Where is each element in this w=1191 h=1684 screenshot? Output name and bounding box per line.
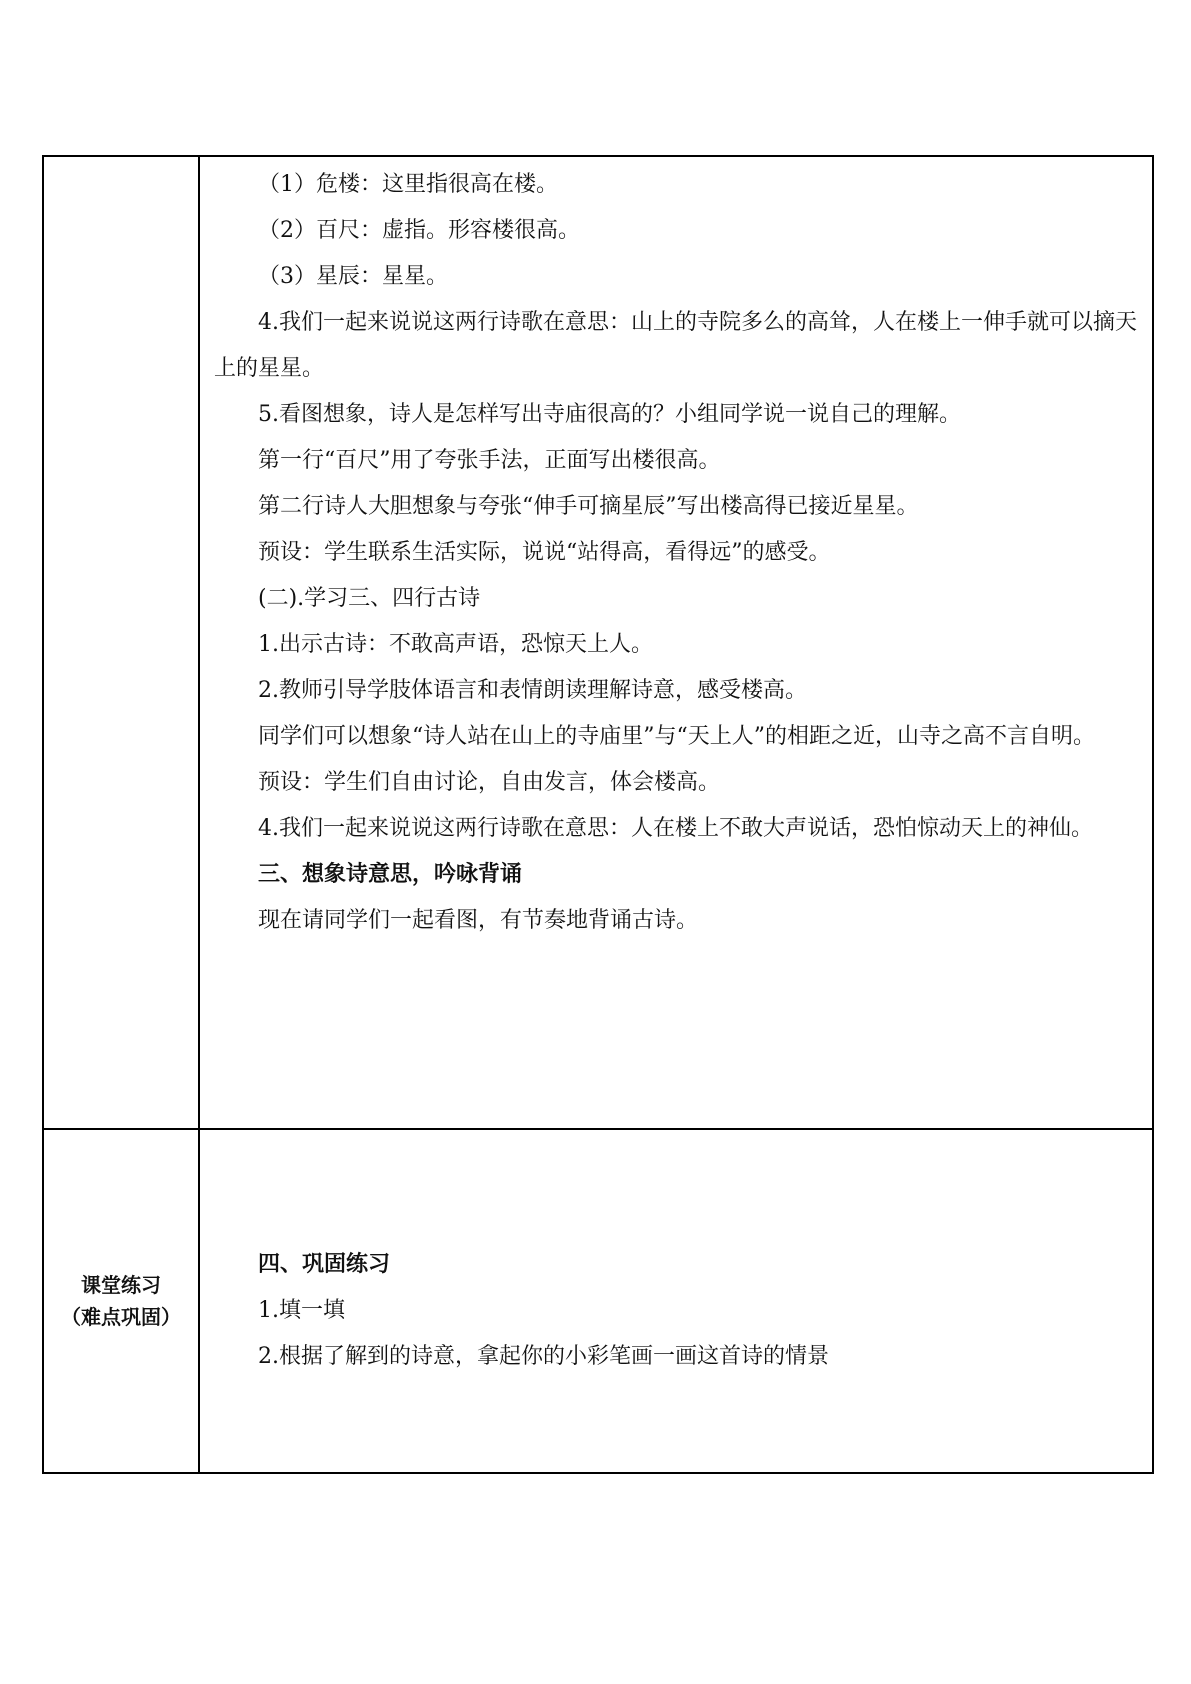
label-cell-classroom-practice (43, 1129, 199, 1473)
paragraph-meaning-lines-3-4: 4.我们一起来说说这两行诗歌在意思：人在楼上不敢大声说话，恐怕惊动天上的神仙。 (258, 816, 1093, 841)
annotation-weilou: （1）危楼：这里指很高在楼。 (258, 172, 558, 197)
annotation-baichi: （2）百尺：虚指。形容楼很高。 (258, 218, 580, 243)
label-difficulty-consolidation: （难点巩固） (61, 1305, 181, 1329)
lesson-plan-table (42, 155, 1154, 1474)
content-cell-teaching-process (199, 156, 1153, 1129)
paragraph-students-imagine: 同学们可以想象“诗人站在山上的寺庙里”与“天上人”的相距之近，山寺之高不言自明。 (258, 724, 1095, 749)
subheading-lines-3-4: (二).学习三、四行古诗 (258, 586, 481, 611)
practice-item-fill-in: 1.填一填 (258, 1298, 345, 1323)
paragraph-show-poem: 1.出示古诗：不敢高声语，恐惊天上人。 (258, 632, 653, 657)
table-row-teaching-process (43, 156, 1153, 1129)
section-heading-recite: 三、想象诗意思，吟咏背诵 (258, 862, 523, 887)
paragraph-line-one-analysis: 第一行“百尺”用了夸张手法，正面写出楼很高。 (258, 448, 721, 473)
paragraph-preset-1: 预设：学生联系生活实际，说说“站得高，看得远”的感受。 (258, 540, 831, 565)
label-classroom-practice: 课堂练习 (81, 1273, 161, 1297)
teaching-process-content (200, 157, 1152, 944)
table-row-classroom-practice (43, 1129, 1153, 1473)
paragraph-imagine-question: 5.看图想象，诗人是怎样写出寺庙很高的？小组同学说一说自己的理解。 (258, 402, 961, 427)
practice-item-draw: 2.根据了解到的诗意，拿起你的小彩笔画一画这首诗的情景 (258, 1344, 829, 1369)
content-cell-classroom-practice (199, 1129, 1153, 1473)
paragraph-line-two-analysis: 第二行诗人大胆想象与夸张“伸手可摘星辰”写出楼高得已接近星星。 (258, 494, 919, 519)
paragraph-preset-2: 预设：学生们自由讨论，自由发言，体会楼高。 (258, 770, 721, 795)
paragraph-teacher-guide: 2.教师引导学肢体语言和表情朗读理解诗意，感受楼高。 (258, 678, 807, 703)
paragraph-recite-instruction: 现在请同学们一起看图，有节奏地背诵古诗。 (258, 908, 699, 933)
classroom-practice-content (200, 1130, 1152, 1380)
section-heading-practice: 四、巩固练习 (258, 1252, 391, 1277)
label-cell-empty (43, 156, 199, 1129)
annotation-xingchen: （3）星辰：星星。 (258, 264, 448, 289)
paragraph-meaning-lines-1-2: 4.我们一起来说说这两行诗歌在意思：山上的寺院多么的高耸，人在楼上一伸手就可以摘天上的星星。 (214, 310, 1137, 381)
